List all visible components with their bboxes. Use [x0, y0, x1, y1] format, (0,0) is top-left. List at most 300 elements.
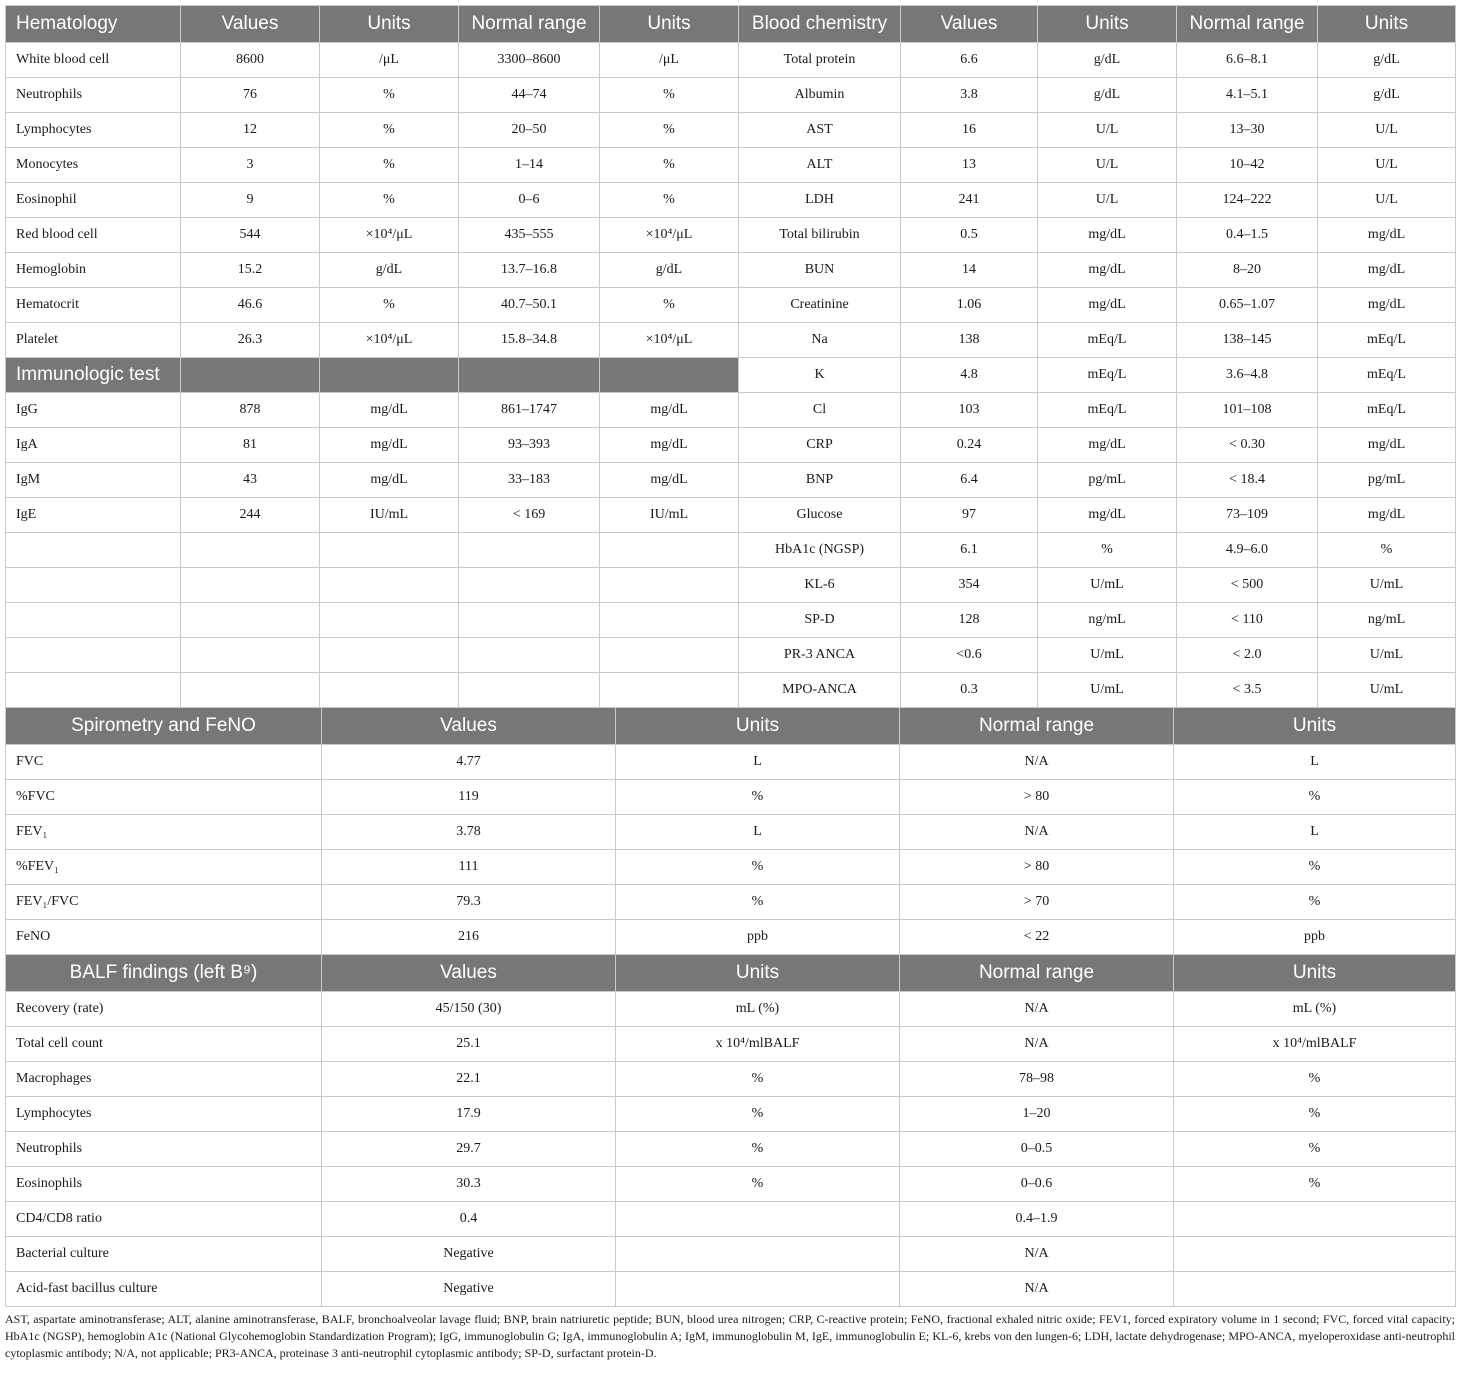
row-label [6, 533, 181, 568]
table-cell: 354 [901, 568, 1038, 603]
table-cell: < 2.0 [1177, 638, 1318, 673]
table-cell [616, 1237, 900, 1272]
row-label: Albumin [739, 78, 901, 113]
table-cell: 138–145 [1177, 323, 1318, 358]
row-label: Creatinine [739, 288, 901, 323]
section-header-immunologic-test: Immunologic test [6, 358, 181, 393]
row-label: Acid-fast bacillus culture [6, 1272, 322, 1307]
table-row [6, 1167, 1456, 1202]
column-header: Units [616, 708, 900, 745]
table-cell: 79.3 [322, 885, 616, 920]
column-header: BALF findings (left B⁹) [6, 955, 322, 992]
table-cell [320, 673, 459, 708]
table-cell: 76 [181, 78, 320, 113]
table-row [6, 218, 1456, 253]
table-cell: % [1174, 1097, 1456, 1132]
table-cell: g/dL [1038, 43, 1177, 78]
table-cell: 81 [181, 428, 320, 463]
hematology-chemistry-table [5, 5, 1456, 708]
table-cell: 0–0.5 [900, 1132, 1174, 1167]
row-label [6, 603, 181, 638]
table-cell: U/L [1038, 148, 1177, 183]
table-cell: IU/mL [600, 498, 739, 533]
table-cell: 15.2 [181, 253, 320, 288]
table-cell: 9 [181, 183, 320, 218]
row-label: Lymphocytes [6, 1097, 322, 1132]
table-cell: <0.6 [901, 638, 1038, 673]
row-label: BUN [739, 253, 901, 288]
row-label: HbA1c (NGSP) [739, 533, 901, 568]
table-cell: % [600, 113, 739, 148]
table-cell: 12 [181, 113, 320, 148]
row-label: Hemoglobin [6, 253, 181, 288]
table-cell: 17.9 [322, 1097, 616, 1132]
table-cell: 544 [181, 218, 320, 253]
table-cell: U/mL [1318, 568, 1456, 603]
table-cell: 244 [181, 498, 320, 533]
table-cell: % [1174, 885, 1456, 920]
table-cell: 0.65–1.07 [1177, 288, 1318, 323]
table-cell: mg/dL [1318, 218, 1456, 253]
table-cell: 878 [181, 393, 320, 428]
table-cell [600, 568, 739, 603]
table-cell [600, 533, 739, 568]
table-cell [1174, 1202, 1456, 1237]
table-cell: U/L [1318, 113, 1456, 148]
table-cell: 111 [322, 850, 616, 885]
row-label: Total cell count [6, 1027, 322, 1062]
table-cell: < 22 [900, 920, 1174, 955]
row-label: IgE [6, 498, 181, 533]
table-row [6, 992, 1456, 1027]
column-header: Spirometry and FeNO [6, 708, 322, 745]
table-cell: 0.4–1.5 [1177, 218, 1318, 253]
table-cell: < 3.5 [1177, 673, 1318, 708]
row-label: Cl [739, 393, 901, 428]
column-header: Normal range [1177, 6, 1318, 43]
table-cell: % [1174, 1132, 1456, 1167]
table-cell: x 10⁴/mlBALF [616, 1027, 900, 1062]
table-cell: % [1038, 533, 1177, 568]
column-header: Units [1174, 955, 1456, 992]
table-cell: ×10⁴/μL [320, 218, 459, 253]
table-cell: mEq/L [1318, 358, 1456, 393]
table-cell: mg/dL [1038, 428, 1177, 463]
table-cell: mg/dL [320, 463, 459, 498]
table-cell: mg/dL [1318, 428, 1456, 463]
table-cell: 216 [322, 920, 616, 955]
table-cell: 3.6–4.8 [1177, 358, 1318, 393]
table-row [6, 1062, 1456, 1097]
row-label: ALT [739, 148, 901, 183]
table-cell: % [616, 1062, 900, 1097]
table1-header-row [6, 6, 1456, 43]
table-cell: > 70 [900, 885, 1174, 920]
table-cell: % [616, 1097, 900, 1132]
balf-table [5, 954, 1456, 1307]
table-row [6, 253, 1456, 288]
column-header: Normal range [459, 6, 600, 43]
column-header: Hematology [6, 6, 181, 43]
table-cell: U/mL [1038, 568, 1177, 603]
row-label: Recovery (rate) [6, 992, 322, 1027]
section-header-cell [320, 358, 459, 393]
table-cell: < 169 [459, 498, 600, 533]
balf-header-row [6, 955, 1456, 992]
row-label: Neutrophils [6, 1132, 322, 1167]
table-cell [320, 533, 459, 568]
table-cell: 8600 [181, 43, 320, 78]
table-cell: 0.4 [322, 1202, 616, 1237]
table-cell: mEq/L [1318, 393, 1456, 428]
table-cell: 97 [901, 498, 1038, 533]
table-cell: 4.1–5.1 [1177, 78, 1318, 113]
table-cell: 22.1 [322, 1062, 616, 1097]
table-row [6, 850, 1456, 885]
table-cell: x 10⁴/mlBALF [1174, 1027, 1456, 1062]
table-cell: 43 [181, 463, 320, 498]
table-cell: L [1174, 745, 1456, 780]
row-label: MPO-ANCA [739, 673, 901, 708]
table-row [6, 463, 1456, 498]
table-cell: mg/dL [320, 428, 459, 463]
table-row [6, 323, 1456, 358]
table-cell: U/L [1038, 183, 1177, 218]
table-cell: % [320, 148, 459, 183]
table-cell: < 18.4 [1177, 463, 1318, 498]
table-cell: 1.06 [901, 288, 1038, 323]
column-header: Units [1038, 6, 1177, 43]
spirometry-header-row [6, 708, 1456, 745]
table-cell [320, 603, 459, 638]
balf-body [6, 992, 1456, 1307]
table-cell: 124–222 [1177, 183, 1318, 218]
table-row [6, 780, 1456, 815]
row-label: CRP [739, 428, 901, 463]
row-label: %FVC [6, 780, 322, 815]
table-row [6, 1202, 1456, 1237]
table-row [6, 113, 1456, 148]
table-cell: pg/mL [1038, 463, 1177, 498]
table-cell [181, 638, 320, 673]
row-label: Red blood cell [6, 218, 181, 253]
table-cell: 241 [901, 183, 1038, 218]
table-cell [181, 673, 320, 708]
table-cell: 128 [901, 603, 1038, 638]
row-label: LDH [739, 183, 901, 218]
row-label [6, 638, 181, 673]
table-cell [616, 1202, 900, 1237]
column-header: Normal range [900, 955, 1174, 992]
table-cell: g/dL [1038, 78, 1177, 113]
table-row [6, 533, 1456, 568]
table-cell [181, 568, 320, 603]
table-cell: % [616, 780, 900, 815]
table-cell: N/A [900, 815, 1174, 850]
table-cell: mg/dL [1318, 498, 1456, 533]
table-cell: /μL [600, 43, 739, 78]
table-cell: 14 [901, 253, 1038, 288]
table-cell: 13–30 [1177, 113, 1318, 148]
abbreviations-footnote: AST, aspartate aminotransferase; ALT, alanine aminotransferase, BALF, bronchoalveolar lavage fluid; BNP, brain natriuretic peptide; BUN, blood urea nitrogen; CRP, C-reactive protein; FeNO, fractional exhaled nitric oxide; FEV1, forced expiratory volume in 1 second; FVC, forced vital capacity; HbA1c (NGSP), hemoglobin A1c (National Glycohemoglobin Standardization Program); IgG, immunoglobulin G; IgA, immunoglobulin A; IgM, immunoglobulin M, IgE, immunoglobulin E; KL-6, krebs von den lungen-6; LDH, lactate dehydrogenase; MPO-ANCA, myeloperoxidase anti-neutrophil cytoplasmic antibody; N/A, not applicable; PR3-ANCA, proteinase 3 anti-neutrophil cytoplasmic antibody; SP-D, surfactant protein-D. [5, 1312, 1455, 1360]
table-cell: 15.8–34.8 [459, 323, 600, 358]
table-cell: 3.8 [901, 78, 1038, 113]
table-cell [320, 568, 459, 603]
table-row [6, 638, 1456, 673]
table-cell [459, 533, 600, 568]
table-cell: g/dL [1318, 78, 1456, 113]
row-label: FEV₁/FVC [6, 885, 322, 920]
table-cell: g/dL [1318, 43, 1456, 78]
table-cell [459, 638, 600, 673]
column-header: Units [320, 6, 459, 43]
table-cell: 6.4 [901, 463, 1038, 498]
table-cell: N/A [900, 745, 1174, 780]
table-cell [459, 603, 600, 638]
table-cell: N/A [900, 992, 1174, 1027]
column-header: Units [1318, 6, 1456, 43]
table-cell: 3300–8600 [459, 43, 600, 78]
table-cell: 0–0.6 [900, 1167, 1174, 1202]
row-label: White blood cell [6, 43, 181, 78]
table-cell: mEq/L [1038, 323, 1177, 358]
table-cell: mg/dL [1038, 218, 1177, 253]
table-cell: % [600, 183, 739, 218]
table-row [6, 1027, 1456, 1062]
table-cell: 435–555 [459, 218, 600, 253]
table-cell: U/mL [1318, 673, 1456, 708]
table-row [6, 1272, 1456, 1307]
table-cell: < 110 [1177, 603, 1318, 638]
table-cell: mEq/L [1318, 323, 1456, 358]
table-row [6, 498, 1456, 533]
table-cell: U/mL [1318, 638, 1456, 673]
column-header: Units [616, 955, 900, 992]
table-cell: L [1174, 815, 1456, 850]
row-label: Na [739, 323, 901, 358]
spirometry-table [5, 707, 1456, 955]
table-cell: ppb [616, 920, 900, 955]
row-label [6, 673, 181, 708]
table-cell: % [1174, 780, 1456, 815]
row-label: FeNO [6, 920, 322, 955]
row-label: Hematocrit [6, 288, 181, 323]
table-row [6, 603, 1456, 638]
table-cell: 4.9–6.0 [1177, 533, 1318, 568]
row-label: BNP [739, 463, 901, 498]
table-cell: % [616, 850, 900, 885]
table-cell: 0–6 [459, 183, 600, 218]
table-cell: g/dL [600, 253, 739, 288]
table-cell: IU/mL [320, 498, 459, 533]
table-cell: 93–393 [459, 428, 600, 463]
table-cell: % [320, 183, 459, 218]
table-cell: 0.5 [901, 218, 1038, 253]
table-cell: U/mL [1038, 638, 1177, 673]
row-label: K [739, 358, 901, 393]
table-cell: > 80 [900, 780, 1174, 815]
row-label: IgA [6, 428, 181, 463]
table-cell: 26.3 [181, 323, 320, 358]
row-label: KL-6 [739, 568, 901, 603]
row-label: Bacterial culture [6, 1237, 322, 1272]
row-label: Eosinophils [6, 1167, 322, 1202]
table-cell: 0.4–1.9 [900, 1202, 1174, 1237]
table-cell [616, 1272, 900, 1307]
table-cell: 44–74 [459, 78, 600, 113]
table-cell: g/dL [320, 253, 459, 288]
table-cell: 138 [901, 323, 1038, 358]
table-cell: 0.3 [901, 673, 1038, 708]
table-cell: N/A [900, 1027, 1174, 1062]
table-cell: /μL [320, 43, 459, 78]
table-row [6, 43, 1456, 78]
row-label: Total bilirubin [739, 218, 901, 253]
table-row [6, 288, 1456, 323]
table-cell: % [1318, 533, 1456, 568]
row-label: Macrophages [6, 1062, 322, 1097]
table-cell: 861–1747 [459, 393, 600, 428]
section-header-cell [600, 358, 739, 393]
table-row [6, 1132, 1456, 1167]
table-cell [320, 638, 459, 673]
table-cell: 0.24 [901, 428, 1038, 463]
table-cell: < 0.30 [1177, 428, 1318, 463]
table-row [6, 920, 1456, 955]
table-row [6, 183, 1456, 218]
table-row [6, 393, 1456, 428]
spirometry-body [6, 745, 1456, 955]
column-header: Blood chemistry [739, 6, 901, 43]
lab-results-document [5, 5, 1455, 1307]
section-header-cell [459, 358, 600, 393]
table-cell: 3 [181, 148, 320, 183]
table-cell: ng/mL [1318, 603, 1456, 638]
table-row [6, 815, 1456, 850]
table-cell: 13.7–16.8 [459, 253, 600, 288]
column-header: Values [901, 6, 1038, 43]
row-label: Monocytes [6, 148, 181, 183]
row-label: Eosinophil [6, 183, 181, 218]
table-cell: U/L [1038, 113, 1177, 148]
row-label: Lymphocytes [6, 113, 181, 148]
row-label: SP-D [739, 603, 901, 638]
table-cell: % [616, 885, 900, 920]
table1-body [6, 43, 1456, 708]
table-cell: mg/dL [1038, 288, 1177, 323]
table-cell: U/mL [1038, 673, 1177, 708]
table-cell: U/L [1318, 183, 1456, 218]
table-cell: 6.1 [901, 533, 1038, 568]
row-label: %FEV₁ [6, 850, 322, 885]
table-cell: mg/dL [1318, 288, 1456, 323]
table-cell: % [600, 288, 739, 323]
table-cell: 1–20 [900, 1097, 1174, 1132]
table-cell: % [616, 1167, 900, 1202]
row-label: IgG [6, 393, 181, 428]
row-label: AST [739, 113, 901, 148]
column-header: Units [1174, 708, 1456, 745]
table-cell: 25.1 [322, 1027, 616, 1062]
table-cell [181, 603, 320, 638]
table-cell: % [616, 1132, 900, 1167]
table-cell [600, 673, 739, 708]
table-cell: % [600, 78, 739, 113]
table-cell: 4.8 [901, 358, 1038, 393]
row-label: CD4/CD8 ratio [6, 1202, 322, 1237]
column-header: Values [322, 708, 616, 745]
table-cell: L [616, 815, 900, 850]
table-cell: mg/dL [1038, 498, 1177, 533]
table-cell: 20–50 [459, 113, 600, 148]
table-cell: 10–42 [1177, 148, 1318, 183]
row-label [6, 568, 181, 603]
table-cell: N/A [900, 1237, 1174, 1272]
table-cell: Negative [322, 1237, 616, 1272]
row-label: IgM [6, 463, 181, 498]
table-cell: 6.6 [901, 43, 1038, 78]
table-cell: pg/mL [1318, 463, 1456, 498]
table-cell: 6.6–8.1 [1177, 43, 1318, 78]
row-label: Neutrophils [6, 78, 181, 113]
table-cell [1174, 1237, 1456, 1272]
table-cell: % [600, 148, 739, 183]
row-label: Platelet [6, 323, 181, 358]
column-header: Values [322, 955, 616, 992]
table-cell: ×10⁴/μL [600, 323, 739, 358]
table-cell: 46.6 [181, 288, 320, 323]
table-cell: 30.3 [322, 1167, 616, 1202]
column-header: Units [600, 6, 739, 43]
table-row [6, 78, 1456, 113]
table-cell: mg/dL [600, 463, 739, 498]
row-label: PR-3 ANCA [739, 638, 901, 673]
table-cell: 13 [901, 148, 1038, 183]
table-cell [1174, 1272, 1456, 1307]
table-cell: % [1174, 1062, 1456, 1097]
table-row [6, 885, 1456, 920]
table-row [6, 745, 1456, 780]
table-cell: mg/dL [1318, 253, 1456, 288]
table-cell: 29.7 [322, 1132, 616, 1167]
table-cell: < 500 [1177, 568, 1318, 603]
table-row [6, 673, 1456, 708]
table-cell [459, 673, 600, 708]
table-row [6, 148, 1456, 183]
table-row [6, 1097, 1456, 1132]
table-cell [600, 603, 739, 638]
table-row [6, 1237, 1456, 1272]
table-cell: % [1174, 850, 1456, 885]
table-row [6, 568, 1456, 603]
column-header: Normal range [900, 708, 1174, 745]
table-cell: 16 [901, 113, 1038, 148]
table-cell: mEq/L [1038, 358, 1177, 393]
table-cell: ×10⁴/μL [320, 323, 459, 358]
table-cell: ng/mL [1038, 603, 1177, 638]
table-cell: 33–183 [459, 463, 600, 498]
table-cell: % [320, 288, 459, 323]
table-cell: 78–98 [900, 1062, 1174, 1097]
table-cell: Negative [322, 1272, 616, 1307]
table-cell: 45/150 (30) [322, 992, 616, 1027]
table-cell: % [320, 113, 459, 148]
table-cell: % [320, 78, 459, 113]
row-label: FVC [6, 745, 322, 780]
table-cell: 40.7–50.1 [459, 288, 600, 323]
table-cell [459, 568, 600, 603]
table-cell: 1–14 [459, 148, 600, 183]
